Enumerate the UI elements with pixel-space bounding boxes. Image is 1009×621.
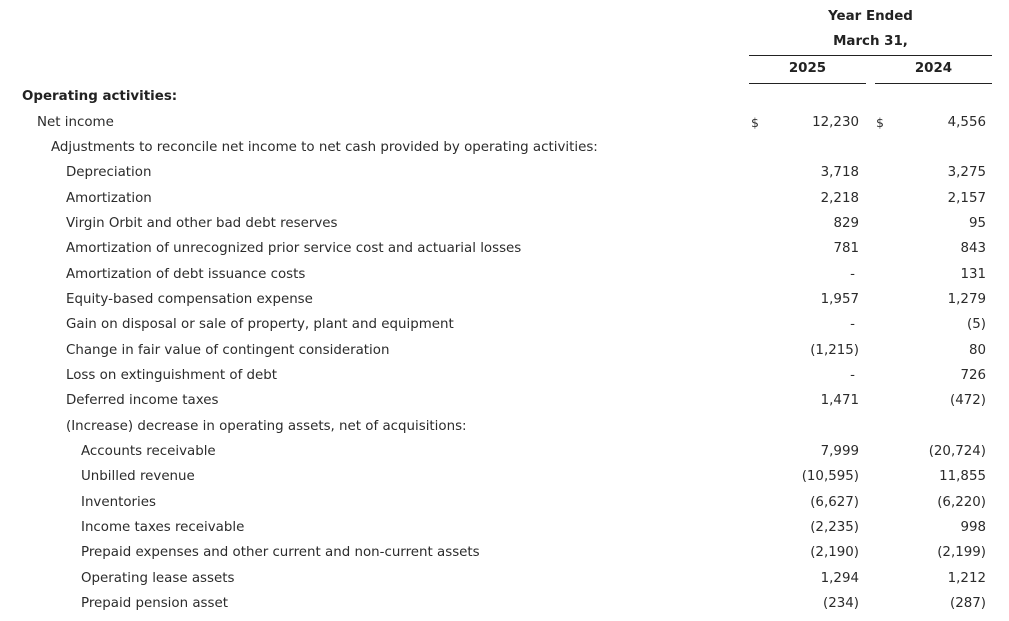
value-2024: 4,556 <box>947 115 986 130</box>
row-label: (Increase) decrease in operating assets, net of acquisitions: <box>66 419 467 434</box>
value-2025: 7,999 <box>820 444 859 459</box>
value-2024: (20,724) <box>928 444 986 459</box>
section-row <box>0 89 1009 114</box>
value-2025: 781 <box>833 241 859 256</box>
table-row <box>0 368 1009 393</box>
row-label: Equity-based compensation expense <box>66 292 313 307</box>
column-group-title-line1: Year Ended <box>828 9 913 24</box>
row-label: Depreciation <box>66 165 152 180</box>
value-2025: - <box>850 317 855 332</box>
row-label: Loss on extinguishment of debt <box>66 368 278 383</box>
table-row <box>0 469 1009 494</box>
row-label: Accounts receivable <box>81 444 216 459</box>
row-label: Adjustments to reconcile net income to net cash provided by operating activities: <box>51 140 598 155</box>
currency-symbol: $ <box>876 115 884 130</box>
value-2024: 80 <box>968 343 986 358</box>
value-2025: 1,294 <box>820 571 859 586</box>
table-row <box>0 292 1009 317</box>
value-2025: (2,235) <box>810 520 859 535</box>
column-header-2024: 2024 <box>914 61 953 76</box>
value-2024: 131 <box>960 267 986 282</box>
table-row <box>0 444 1009 469</box>
column-rule-2024 <box>875 83 992 84</box>
value-2025: 1,471 <box>820 393 859 408</box>
value-2025: 1,957 <box>820 292 859 307</box>
table-row <box>0 191 1009 216</box>
value-2025: 12,230 <box>812 115 859 130</box>
row-label: Inventories <box>81 495 156 510</box>
row-label: Virgin Orbit and other bad debt reserves <box>66 216 338 231</box>
value-2024: 11,855 <box>939 469 986 484</box>
value-2025: 829 <box>833 216 859 231</box>
column-rule-2025 <box>749 83 866 84</box>
value-2024: 3,275 <box>947 165 986 180</box>
value-2024: (2,199) <box>937 545 986 560</box>
value-2024: 2,157 <box>947 191 986 206</box>
table-row <box>0 596 1009 621</box>
value-2025: - <box>850 267 855 282</box>
table-row <box>0 545 1009 570</box>
row-label: Gain on disposal or sale of property, plant and equipment <box>66 317 454 332</box>
row-label: Net income <box>37 115 114 130</box>
table-row <box>0 115 1009 140</box>
header-rule <box>749 55 992 56</box>
row-label: Income taxes receivable <box>81 520 245 535</box>
table-row <box>0 393 1009 418</box>
value-2024: (6,220) <box>937 495 986 510</box>
table-row <box>0 165 1009 190</box>
table-row <box>0 419 1009 444</box>
value-2024: 726 <box>960 368 986 383</box>
value-2024: 998 <box>960 520 986 535</box>
value-2025: 2,218 <box>820 191 859 206</box>
value-2024: (472) <box>949 393 986 408</box>
column-header-2025: 2025 <box>788 61 827 76</box>
table-row <box>0 140 1009 165</box>
value-2024: 1,212 <box>947 571 986 586</box>
table-row <box>0 267 1009 292</box>
value-2024: (287) <box>949 596 986 611</box>
table-row <box>0 495 1009 520</box>
row-label: Operating lease assets <box>81 571 235 586</box>
value-2024: (5) <box>967 317 986 332</box>
value-2025: - <box>850 368 855 383</box>
table-row <box>0 216 1009 241</box>
value-2025: (6,627) <box>810 495 859 510</box>
section-heading-operating-activities: Operating activities: <box>22 89 178 104</box>
table-row <box>0 241 1009 266</box>
row-label: Prepaid expenses and other current and non-current assets <box>81 545 480 560</box>
table-row <box>0 317 1009 342</box>
value-2025: (1,215) <box>810 343 859 358</box>
row-label: Unbilled revenue <box>81 469 195 484</box>
value-2025: 3,718 <box>820 165 859 180</box>
table-row <box>0 343 1009 368</box>
currency-symbol: $ <box>751 115 759 130</box>
table-row <box>0 520 1009 545</box>
row-label: Amortization of unrecognized prior service cost and actuarial losses <box>66 241 522 256</box>
row-label: Change in fair value of contingent consideration <box>66 343 390 358</box>
row-label: Amortization of debt issuance costs <box>66 267 306 282</box>
value-2024: 1,279 <box>947 292 986 307</box>
value-2024: 843 <box>960 241 986 256</box>
value-2025: (10,595) <box>801 469 859 484</box>
column-group-title-line2: March 31, <box>833 34 908 49</box>
value-2025: (2,190) <box>810 545 859 560</box>
table-row <box>0 571 1009 596</box>
row-label: Amortization <box>66 191 152 206</box>
value-2024: 95 <box>968 216 986 231</box>
row-label: Prepaid pension asset <box>81 596 228 611</box>
row-label: Deferred income taxes <box>66 393 219 408</box>
value-2025: (234) <box>822 596 859 611</box>
